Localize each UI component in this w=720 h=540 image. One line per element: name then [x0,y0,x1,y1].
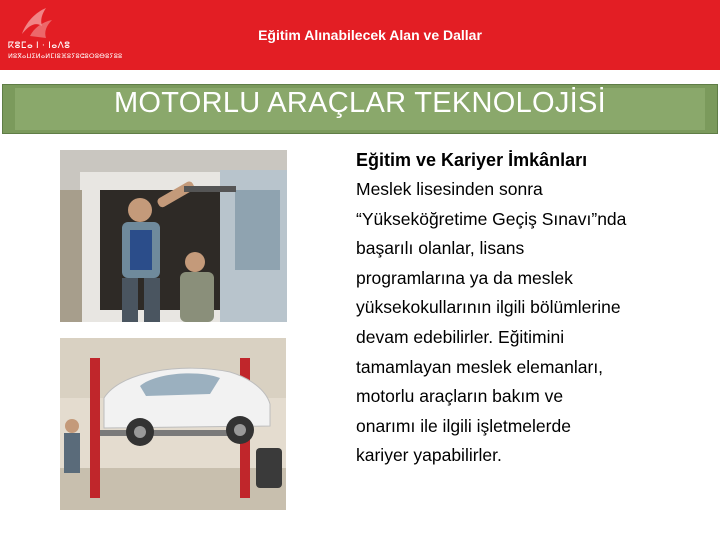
header-title: Eğitim Alınabilecek Alan ve Dallar [258,27,482,43]
paragraph-line: motorlu araçların bakım ve [356,386,564,407]
paragraph-line: programlarına ya da meslek [356,267,573,288]
header-bar [0,0,720,70]
section-subheading: Eğitim ve Kariyer İmkânları [356,150,588,170]
paragraph-line: başarılı olanlar, lisans [356,238,525,259]
paragraph-line: onarımı ile ilgili işletmelerde [356,415,571,436]
body-text [356,146,706,471]
paragraph-line: tamamlayan meslek elemanları, [356,356,604,377]
logo [6,4,123,64]
logo-text-line1: ⴽⵓⵎⴰ ⵏ · ⵏⴰⴷⵓ [8,40,71,50]
paragraph-line: kariyer yapabilirler. [356,445,502,466]
logo-emblem-icon [16,4,56,40]
paragraph-line: Meslek lisesinden sonra [356,179,543,199]
paragraph-line: “Yükseköğretime Geçiş Sınavı”nda [356,208,627,229]
logo-text-line2: ⵍⵓⴳⴰⵡⵉⵍⴰⵍⵎⵏⵓⴼⵓⵢⵓⵛⵓⵔⵓⴱⵓⵢⵓⵓ [8,53,123,60]
section-paragraph [356,175,706,471]
mechanics-photo [60,150,287,322]
paragraph-line: yüksekokullarının ilgili bölümlerine [356,297,621,318]
car-lift-photo [60,338,286,510]
paragraph-line: devam edebilirler. Eğitimini [356,326,565,347]
page-title: MOTORLU ARAÇLAR TEKNOLOJİSİ [113,87,607,119]
